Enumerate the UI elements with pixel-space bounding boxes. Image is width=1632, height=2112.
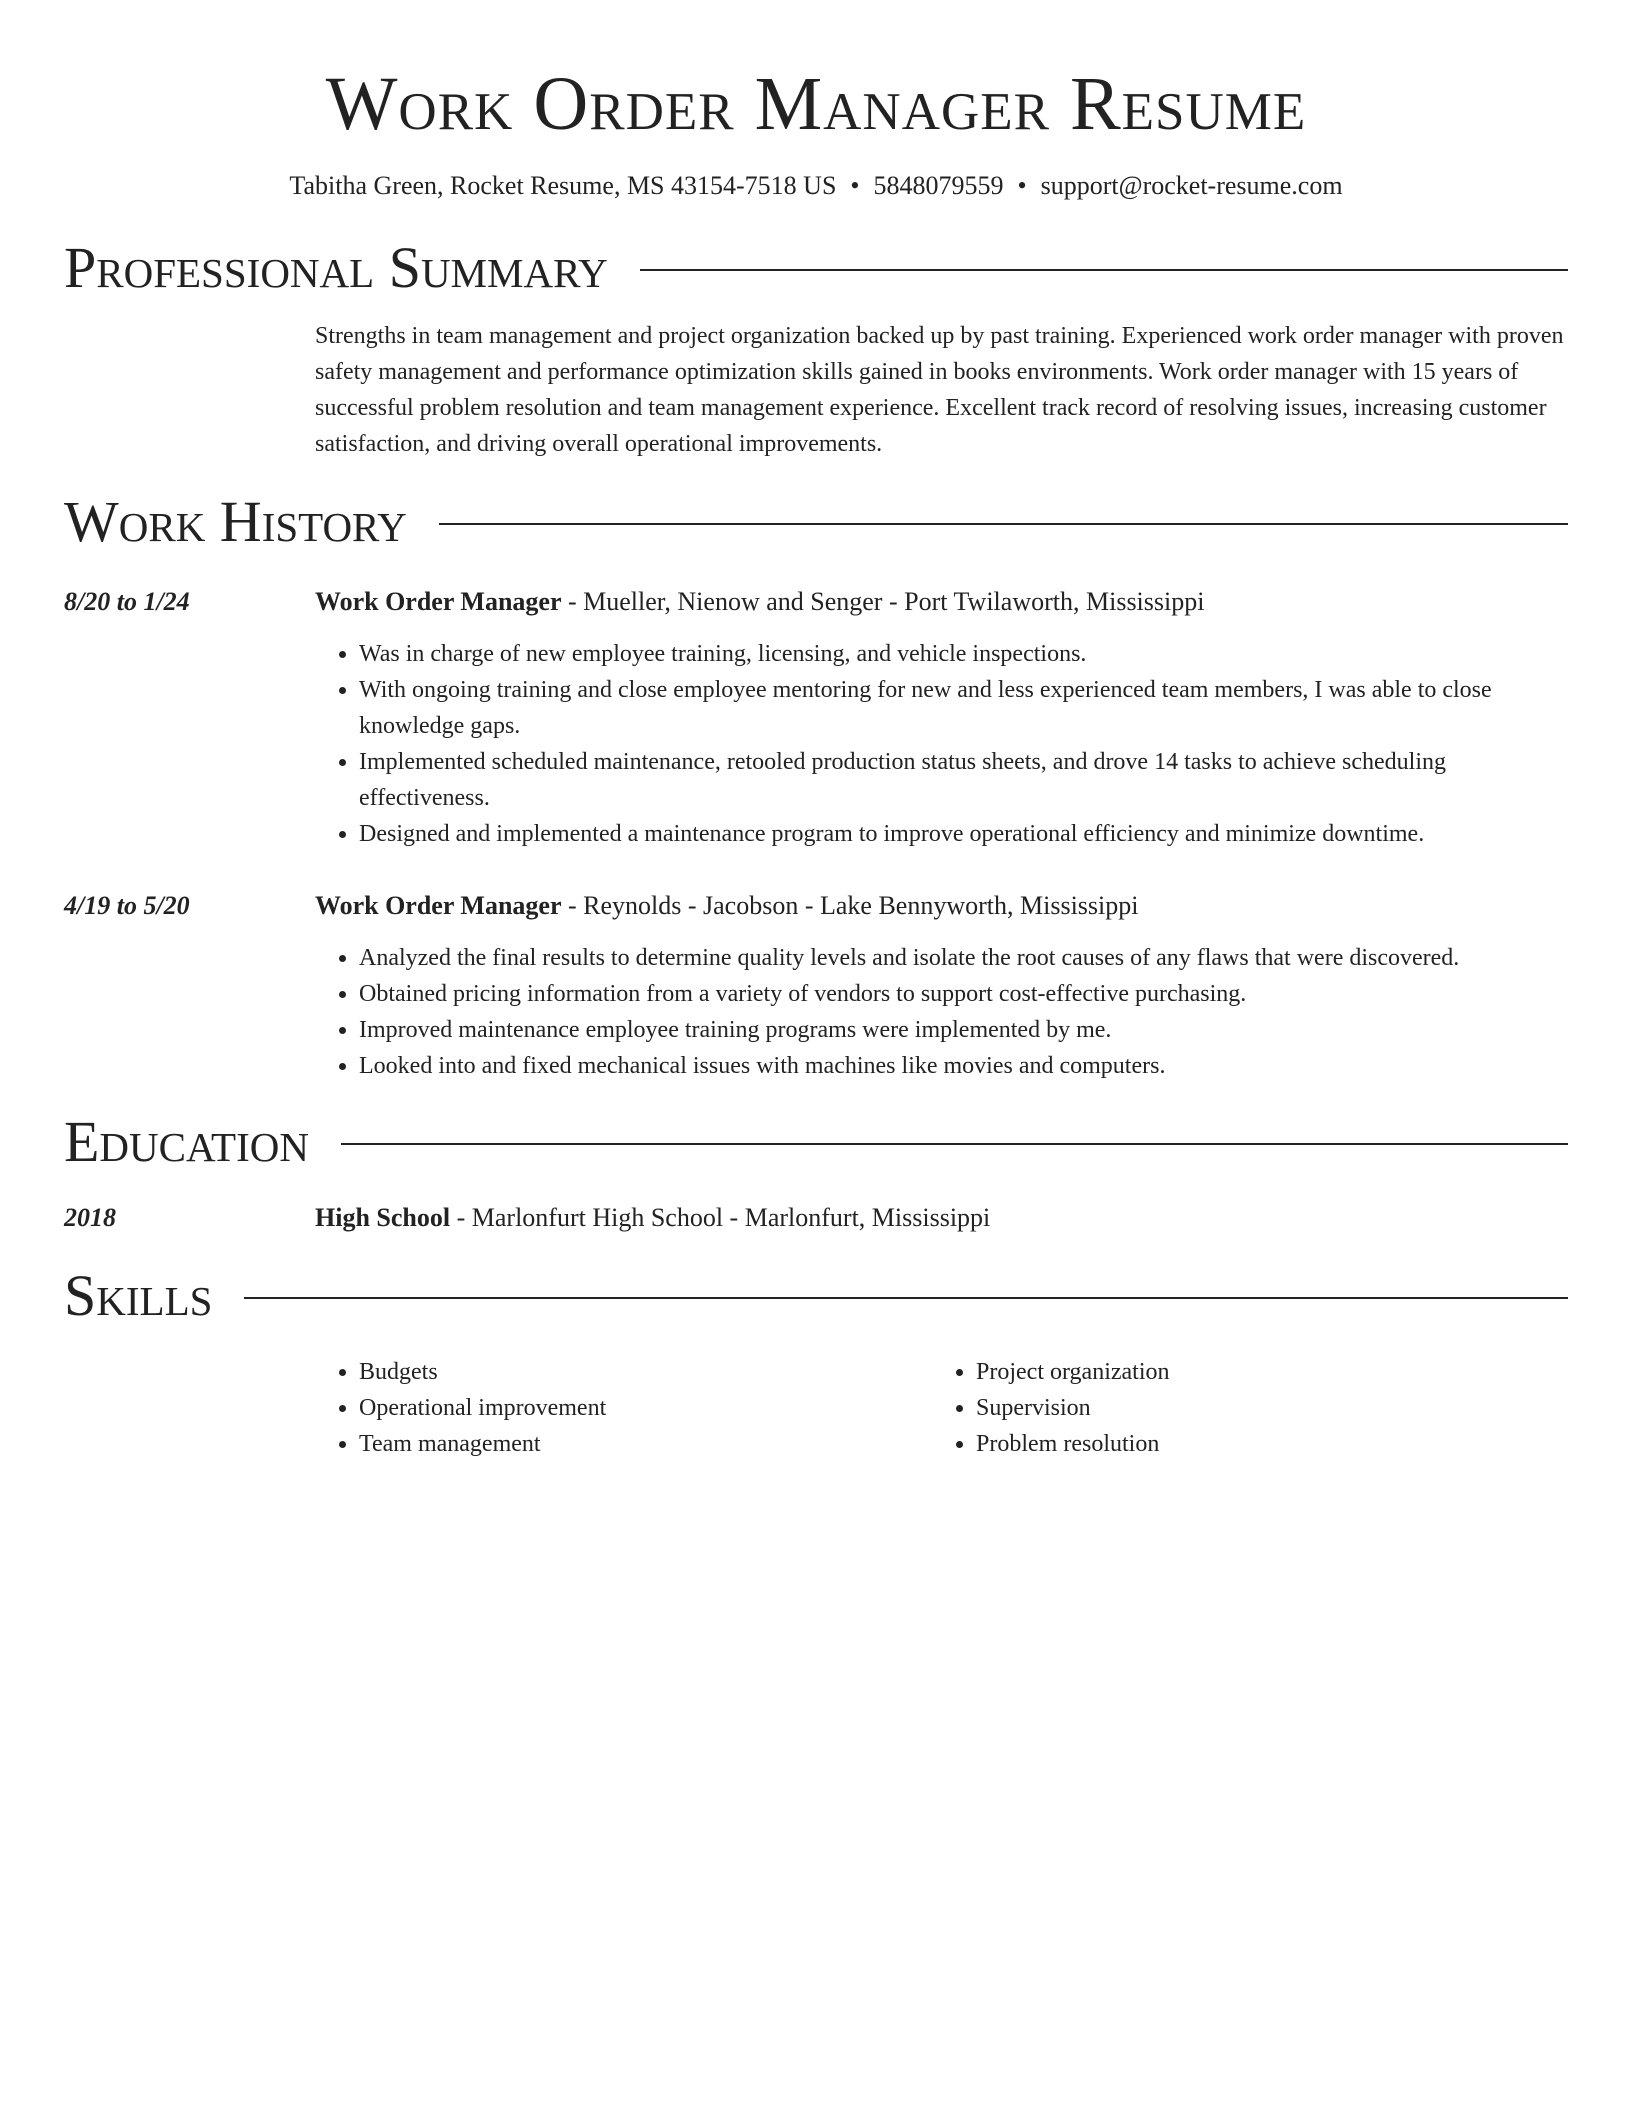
education-school-location: - Marlonfurt High School - Marlonfurt, Mississippi [450, 1203, 991, 1232]
section-header-skills [64, 1264, 1568, 1328]
skills-columns [315, 1354, 1568, 1462]
education-degree: High School [315, 1203, 451, 1232]
education-line [315, 1200, 1568, 1236]
section-header-summary [64, 236, 1568, 300]
job-entry [64, 584, 1568, 852]
contact-separator: • [1017, 171, 1027, 200]
skills-row [64, 1354, 1568, 1462]
contact-phone: 5848079559 [873, 171, 1004, 200]
job-bullet: • Implemented scheduled maintenance, retooled production status sheets, and drove 14 tasks to achieve scheduling effectiveness. [359, 744, 1568, 816]
skill-item: • Operational improvement [359, 1390, 932, 1426]
job-role: Work Order Manager [315, 587, 562, 616]
job-bullet: • With ongoing training and close employee mentoring for new and less experienced team members, I was able to close knowledge gaps. [359, 672, 1568, 744]
job-bullet: • Looked into and fixed mechanical issues with machines like movies and computers. [359, 1048, 1568, 1084]
job-company-location: - Reynolds - Jacobson - Lake Bennyworth, Mississippi [561, 891, 1139, 920]
skill-item: • Supervision [976, 1390, 1549, 1426]
skill-item: • Budgets [359, 1354, 932, 1390]
summary-spacer [64, 318, 315, 462]
section-title-work-history: Work History [64, 489, 407, 554]
section-header-work-history [64, 490, 1568, 554]
job-entry [64, 888, 1568, 1084]
section-divider [640, 269, 1568, 271]
section-divider [341, 1143, 1568, 1145]
summary-row [64, 318, 1568, 462]
section-title-summary: Professional Summary [64, 235, 608, 300]
summary-text: Strengths in team management and project organization backed up by past training. Experienced work order manager with proven safety management and performance optimization skills gained in books environments. Work order manager with 15 years of successful problem resolution and team management experience. Excellent track record of resolving issues, increasing customer satisfaction, and driving overall operational improvements. [315, 323, 1564, 457]
skill-item: • Project organization [976, 1354, 1549, 1390]
section-title-education: Education [64, 1109, 309, 1174]
job-bullet: • Was in charge of new employee training, licensing, and vehicle inspections. [359, 636, 1568, 672]
job-dates: 4/19 to 5/20 [64, 891, 190, 920]
job-bullet: • Improved maintenance employee training programs were implemented by me. [359, 1012, 1568, 1048]
section-divider [439, 523, 1568, 525]
skills-list-right [932, 1354, 1549, 1462]
education-entry [64, 1200, 1568, 1236]
section-title-skills: Skills [64, 1263, 213, 1328]
skill-item: • Team management [359, 1426, 932, 1462]
job-role: Work Order Manager [315, 891, 562, 920]
job-bullet: • Designed and implemented a maintenance program to improve operational efficiency and minimize downtime. [359, 816, 1568, 852]
job-title-line [315, 584, 1568, 620]
section-header-education [64, 1110, 1568, 1174]
job-title-line [315, 888, 1568, 924]
contact-email: support@rocket-resume.com [1040, 171, 1343, 200]
skills-list-left [315, 1354, 932, 1462]
section-divider [244, 1297, 1568, 1299]
job-company-location: - Mueller, Nienow and Senger - Port Twilaworth, Mississippi [561, 587, 1205, 616]
job-bullet: • Obtained pricing information from a variety of vendors to support cost-effective purchasing. [359, 976, 1568, 1012]
contact-separator: • [850, 171, 860, 200]
skills-spacer [64, 1354, 315, 1462]
contact-address: Tabitha Green, Rocket Resume, MS 43154-7518 US [289, 171, 837, 200]
job-bullets [315, 940, 1568, 1084]
job-dates: 8/20 to 1/24 [64, 587, 190, 616]
education-year: 2018 [64, 1203, 116, 1232]
resume-title: Work Order Manager Resume [325, 62, 1307, 146]
job-bullets [315, 636, 1568, 852]
contact-line [64, 168, 1568, 204]
skill-item: • Problem resolution [976, 1426, 1549, 1462]
job-bullet: • Analyzed the final results to determine quality levels and isolate the root causes of any flaws that were discovered. [359, 940, 1568, 976]
